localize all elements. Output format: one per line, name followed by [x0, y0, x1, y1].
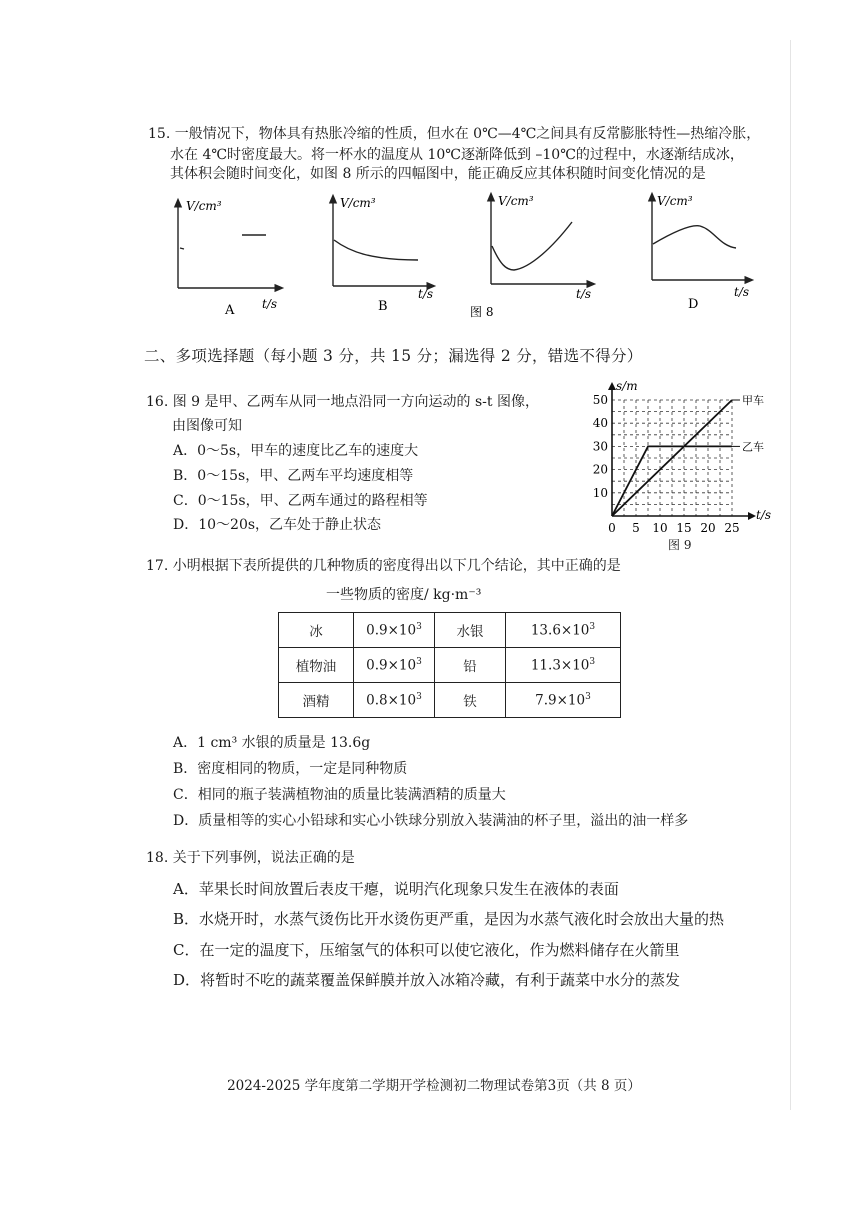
q17-line-1: 17. 小明根据下表所提供的几种物质的密度得出以下几个结论，其中正确的是 — [146, 558, 621, 574]
density-cell-text: 0.9×10 — [366, 657, 417, 674]
density-substance-cell — [279, 613, 354, 648]
graph-d-xlabel: t/s — [734, 285, 750, 299]
density-value-cell — [506, 613, 621, 648]
graph-c-xlabel: t/s — [576, 287, 592, 301]
density-cell-text: 13.6×10 — [530, 622, 590, 639]
density-cell-exponent: 3 — [585, 691, 591, 702]
q18-option-c: C．在一定的温度下，压缩氢气的体积可以使它液化，作为燃料储存在火箭里 — [173, 941, 680, 959]
graph-a-letter: A — [225, 303, 235, 318]
page-footer: 2024-2025 学年度第二学期开学检测初二物理试卷第3页（共 8 页） — [227, 1078, 641, 1094]
q17-option-b: B．密度相同的物质，一定是同种物质 — [173, 761, 408, 777]
density-cell-text: 7.9×10 — [535, 692, 586, 709]
graph-d-letter: D — [688, 297, 699, 312]
graph-b-xlabel: t/s — [418, 287, 434, 301]
density-cell-text: 植物油 — [295, 659, 337, 675]
q16-line-2: 由图像可知 — [172, 418, 242, 434]
q16-option-c: C．0～15s，甲、乙两车通过的路程相等 — [173, 493, 428, 509]
density-cell-text: 酒精 — [302, 694, 330, 710]
density-substance-cell — [435, 648, 506, 683]
graph-b-letter: B — [378, 299, 388, 314]
y-axis-label: s/m — [616, 379, 638, 393]
density-table-row — [279, 613, 621, 648]
q17-option-d: D．质量相等的实心小铅球和实心小铁球分别放入装满油的杯子里，溢出的油一样多 — [173, 813, 689, 829]
density-substance-cell — [435, 683, 506, 718]
density-value-cell — [354, 683, 435, 718]
density-cell-text: 冰 — [309, 624, 323, 640]
x-axis-arrow — [748, 512, 756, 520]
density-cell-text: 11.3×10 — [530, 657, 590, 674]
density-cell-exponent: 3 — [416, 691, 422, 702]
q18-line-1: 18. 关于下列事例，说法正确的是 — [146, 850, 355, 866]
density-cell-text: 0.8×10 — [366, 692, 417, 709]
y-tick-label: 30 — [592, 439, 608, 454]
q16-option-a: A．0～5s，甲车的速度比乙车的速度大 — [173, 443, 419, 459]
x-tick-label: 15 — [676, 521, 692, 535]
x-tick-label: 20 — [700, 521, 716, 535]
density-cell-exponent: 3 — [416, 621, 422, 632]
density-substance-cell — [279, 683, 354, 718]
q15-line-2: 水在 4℃时密度最大。将一杯水的温度从 10℃逐渐降低到 –10℃的过程中，水逐渐结成冰， — [170, 147, 744, 163]
density-value-cell — [506, 648, 621, 683]
density-table — [278, 612, 621, 718]
x-axis-label: t/s — [756, 508, 772, 522]
q16-option-b: B．0～15s，甲、乙两车平均速度相等 — [173, 468, 414, 484]
density-cell-text: 水银 — [456, 624, 484, 640]
figure-9-caption: 图 9 — [668, 538, 692, 552]
chart-series — [612, 394, 764, 516]
q18-option-b: B．水烧开时，水蒸气烫伤比开水烫伤更严重，是因为水蒸气液化时会放出大量的热 — [173, 910, 725, 928]
density-cell-text: 0.9×10 — [366, 622, 417, 639]
series-label: 甲车 — [742, 394, 764, 407]
figure-8-graphs — [0, 188, 868, 328]
y-tick-label: 50 — [592, 393, 608, 407]
q17-option-c: C．相同的瓶子装满植物油的质量比装满酒精的质量大 — [173, 787, 506, 803]
graph-a-xlabel: t/s — [262, 297, 278, 311]
density-table-title: 一些物质的密度/ kg·m⁻³ — [326, 587, 482, 603]
graph-c-ylabel: V/cm³ — [498, 194, 534, 208]
graph-a — [178, 199, 280, 318]
q18-option-d: D．将暂时不吃的蔬菜覆盖保鲜膜并放入冰箱冷藏，有利于蔬菜中水分的蒸发 — [173, 971, 681, 989]
density-cell-text: 铅 — [463, 659, 477, 675]
graph-c — [491, 194, 592, 301]
y-tick-label: 40 — [592, 416, 608, 431]
x-tick-label: 0 — [608, 521, 616, 535]
density-substance-cell — [279, 648, 354, 683]
q17-option-a: A．1 cm³ 水银的质量是 13.6g — [173, 735, 371, 751]
y-tick-label: 10 — [592, 485, 608, 500]
graph-a-ylabel: V/cm³ — [186, 199, 222, 213]
x-tick-label: 5 — [632, 521, 640, 535]
figure-9-st-graph — [590, 378, 790, 548]
x-tick-label: 10 — [652, 521, 668, 535]
density-table-row — [279, 648, 621, 683]
density-cell-exponent: 3 — [589, 656, 596, 667]
q16-line-1: 16. 图 9 是甲、乙两车从同一地点沿同一方向运动的 s-t 图像， — [146, 394, 539, 410]
series-label: 乙车 — [742, 440, 764, 454]
q16-option-d: D．10～20s，乙车处于静止状态 — [173, 517, 382, 533]
figure-8-caption: 图 8 — [470, 305, 494, 319]
density-substance-cell — [435, 613, 506, 648]
graph-b — [333, 196, 433, 314]
x-tick-label: 25 — [724, 521, 740, 535]
q15-line-1: 15. 一般情况下，物体具有热胀冷缩的性质，但水在 0℃—4℃之间具有反常膨胀特性—热缩冷胀， — [148, 126, 761, 142]
q18-option-a: A．苹果长时间放置后表皮干瘪，说明汽化现象只发生在液体的表面 — [173, 880, 619, 898]
y-axis-arrow — [608, 382, 616, 390]
density-table-row — [279, 683, 621, 718]
q15-line-3: 其体积会随时间变化，如图 8 所示的四幅图中，能正确反应其体积随时间变化情况的是 — [170, 166, 706, 182]
density-value-cell — [354, 613, 435, 648]
density-value-cell — [354, 648, 435, 683]
graph-d — [652, 194, 750, 312]
density-cell-exponent: 3 — [589, 621, 596, 632]
y-tick-label: 20 — [592, 462, 608, 477]
density-cell-exponent: 3 — [416, 656, 422, 667]
density-cell-text: 铁 — [463, 694, 477, 710]
graph-d-ylabel: V/cm³ — [657, 194, 693, 208]
section-2-title: 二、多项选择题（每小题 3 分，共 15 分；漏选得 2 分，错选不得分） — [144, 347, 643, 365]
density-value-cell — [506, 683, 621, 718]
graph-b-ylabel: V/cm³ — [340, 196, 376, 210]
